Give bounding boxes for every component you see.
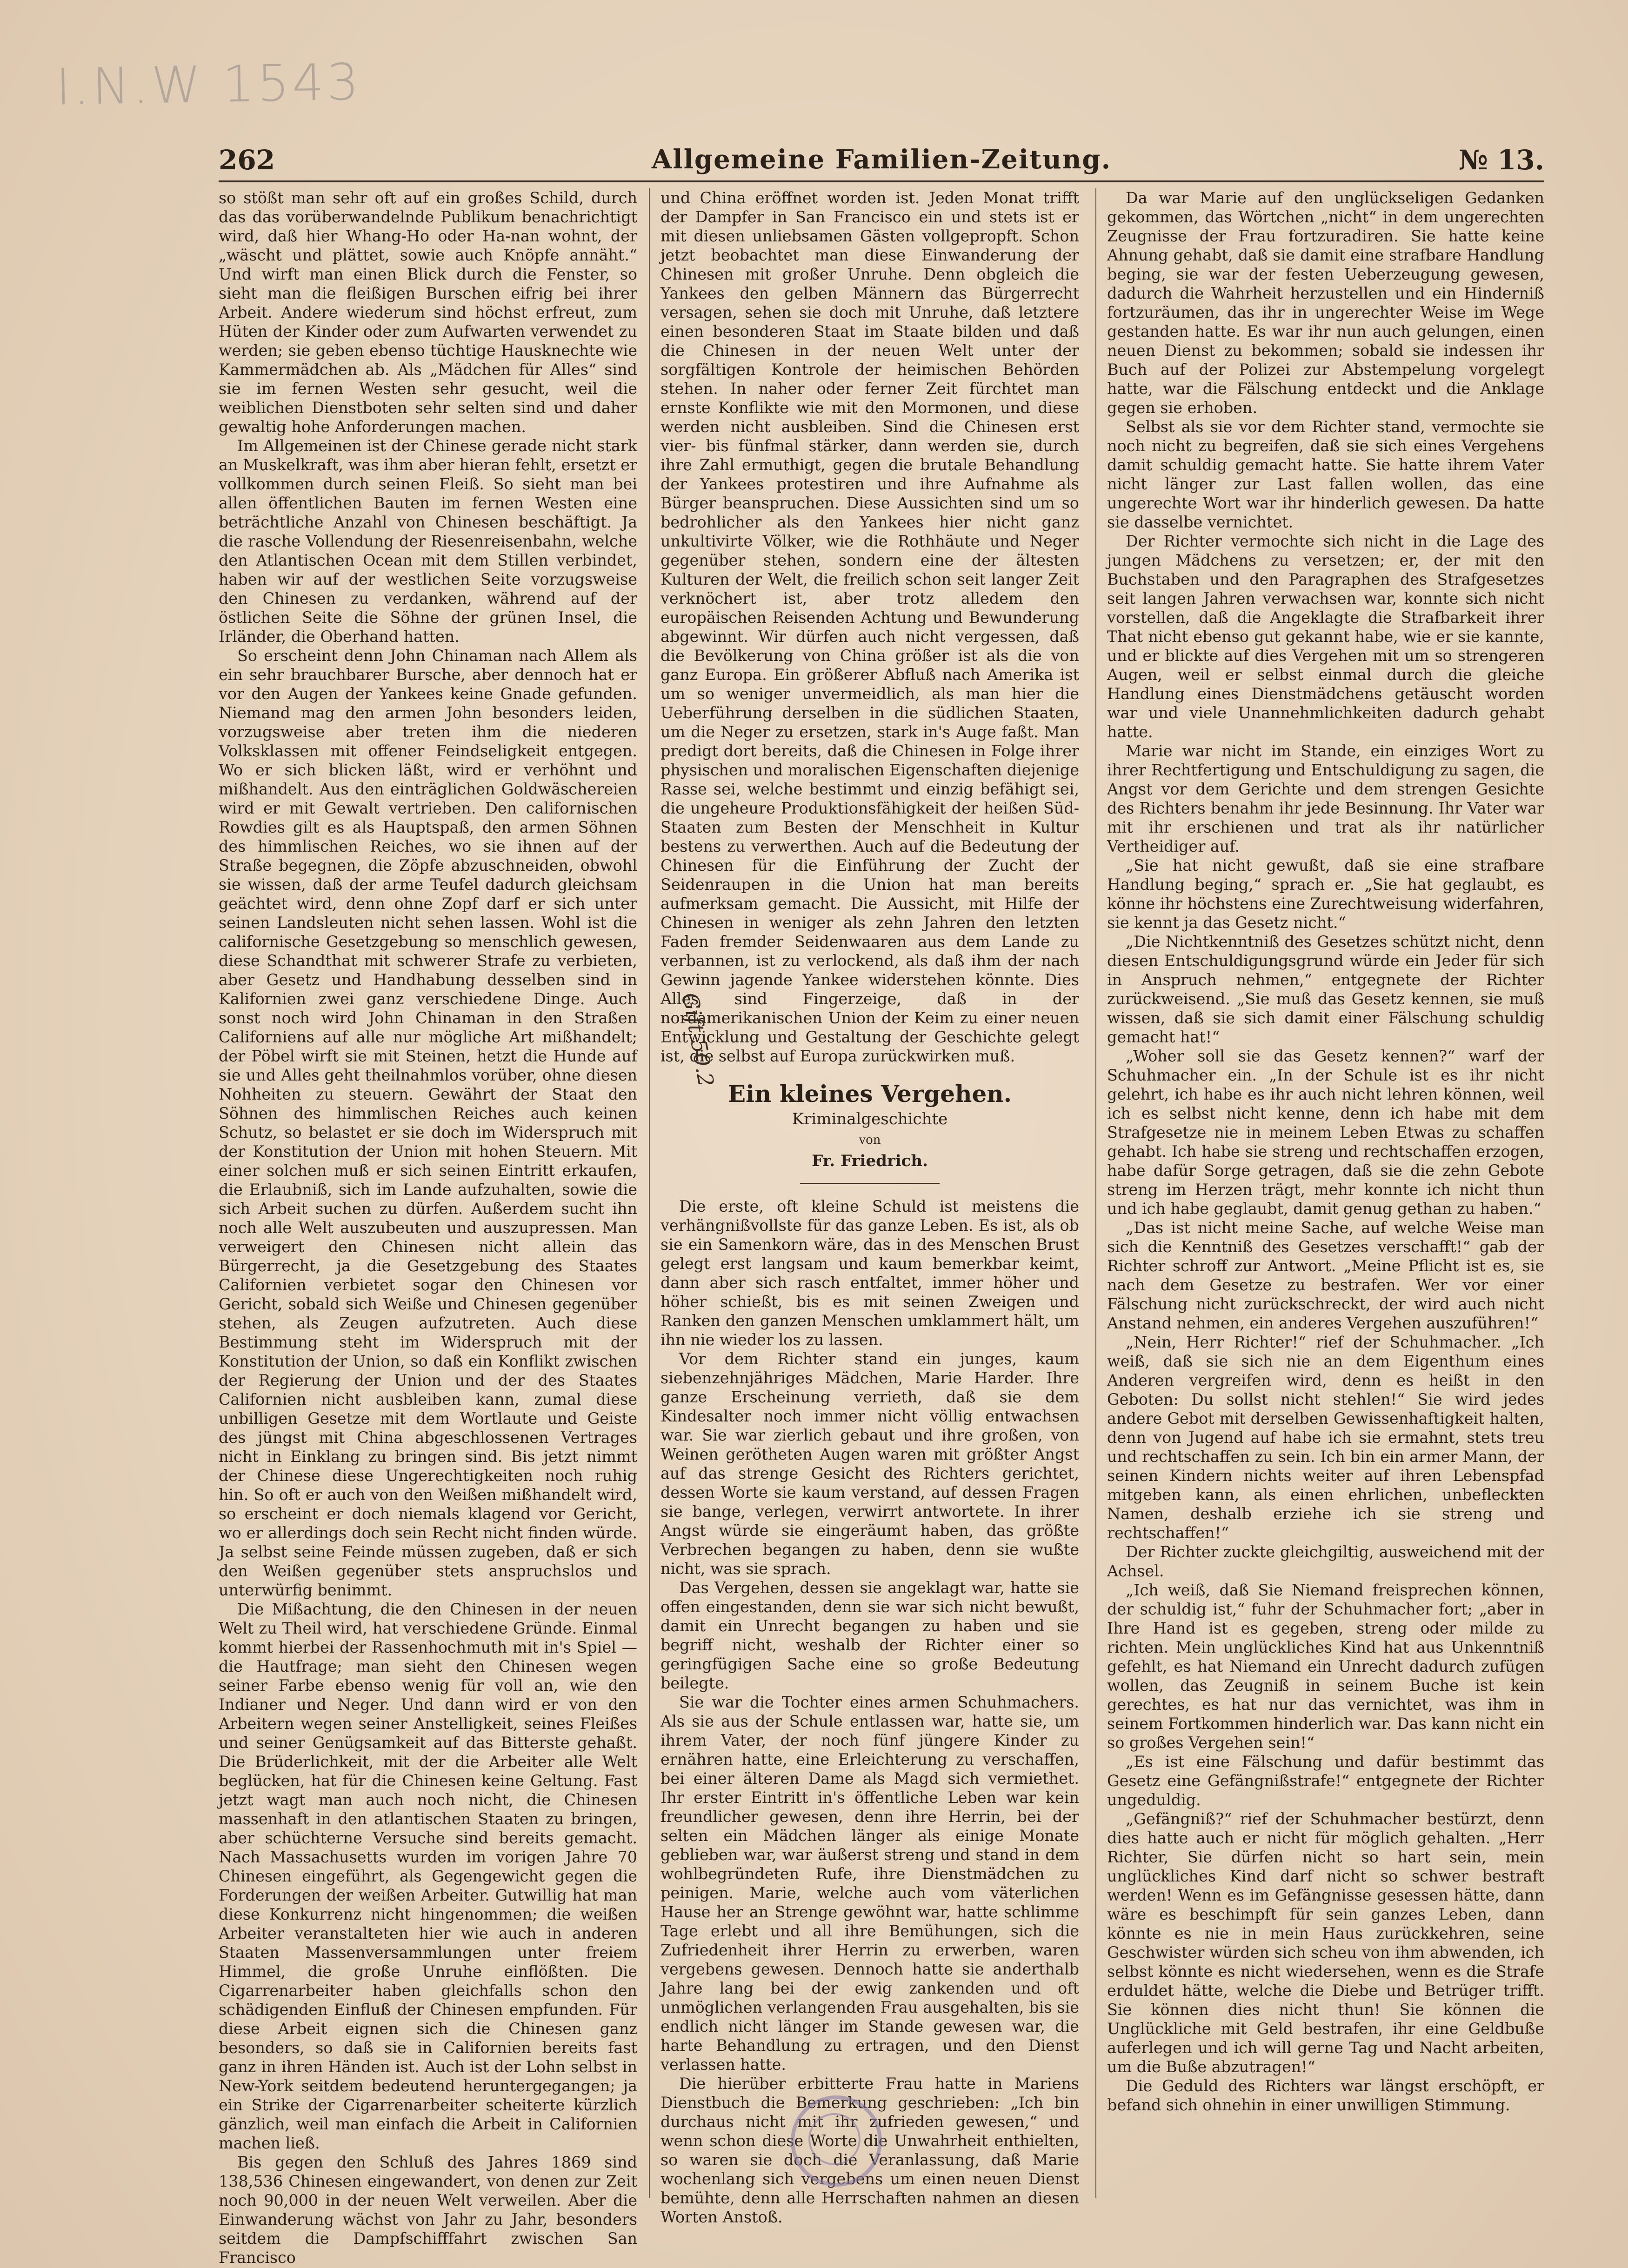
paragraph: „Nein, Herr Richter!“ rief der Schuhmacher. „Ich weiß, daß sie sich nie an dem Eigenthum eines Anderen vergreifen wird, denn es heißt in den Geboten: Du sollst nicht stehlen!“ Sie wird jedes andere Gebot mit derselben Gewissenhaftigkeit halten, denn von Jugend auf habe ich sie ermahnt, stets treu und rechtschaffen zu sein. Ich bin ein armer Mann, der seinen Kindern nichts weiter auf ihren Lebenspfad mitgeben kann, als einen ehrlichen, unbefleckten Namen, deshalb erziehe ich sie streng und rechtschaffen!“ (1107, 1333, 1544, 1542)
paragraph: Sie war die Tochter eines armen Schuhmachers. Als sie aus der Schule entlassen war, hatte sie, um ihrem Vater, der noch fünf jüngere Kinder zu ernähren hatte, eine Erleichterung zu verschaffen, bei einer älteren Dame als Magd sich vermiethet. Ihr erster Eintritt in's öffentliche Leben war kein freundlicher gewesen, denn ihre Herrin, bei der selten ein Mädchen länger als einige Monate geblieben war, war äußerst streng und stand in dem wohlbegründeten Rufe, ihre Dienstmädchen zu peinigen. Marie, welche auch vom väterlichen Hause her an Strenge gewöhnt war, hatte schlimme Tage erlebt und all ihre Bemühungen, sich die Zufriedenheit ihrer Herrin zu erwerben, waren vergebens gewesen. Dennoch hatte sie anderthalb Jahre lang bei der ewig zankenden und oft unmöglichen verlangenden Frau ausgehalten, bis sie endlich nicht länger im Stande gewesen war, die harte Behandlung zu ertragen, und den Dienst verlassen hatte. (661, 1693, 1079, 2074)
paragraph: Das Vergehen, dessen sie angeklagt war, hatte sie offen eingestanden, denn sie war sich nicht bewußt, damit ein Unrecht begangen zu haben und sie begriff nicht, weshalb der Richter einer so geringfügigen Sache eine so große Bedeutung beilegte. (661, 1579, 1079, 1692)
story-author: Fr. Friedrich. (812, 1152, 928, 1170)
page-header (219, 144, 1544, 181)
page-number: 262 (219, 144, 275, 176)
story-rule (800, 1183, 940, 1184)
paragraph: Der Richter zuckte gleichgiltig, ausweichend mit der Achsel. (1107, 1543, 1544, 1580)
paragraph: „Das ist nicht meine Sache, auf welche Weise man sich die Kenntniß des Gesetzes verschafft!“ gab der Richter schroff zur Antwort. „Meine Pflicht ist es, sie nach dem Gesetze zu bestrafen. Wer vor einer Fälschung nicht zurückschreckt, der wird auch nicht Anstand nehmen, ein anderes Vergehen auszuführen!“ (1107, 1219, 1544, 1332)
story-subtitle: Kriminalgeschichte (792, 1110, 948, 1128)
story-title: Ein kleines Vergehen. (727, 1080, 1012, 1107)
paragraph: „Es ist eine Fälschung und dafür bestimmt das Gesetz eine Gefängnißstrafe!“ entgegnete der Richter ungeduldig. (1107, 1753, 1544, 1809)
paragraph: „Woher soll sie das Gesetz kennen?“ warf der Schuhmacher ein. „In der Schule ist es ihr nicht gelehrt, ich habe es ihr auch nicht lehren können, weil ich es selbst nicht kenne, denn ich habe mit dem Strafgesetze nie in meinem Leben Etwas zu schaffen gehabt. Ich habe sie streng und rechtschaffen erzogen, habe dafür Sorge getragen, daß sie die zehn Gebote streng im Herzen trägt, mehr konnte ich nicht thun und ich habe geglaubt, damit genug gethan zu haben.“ (1107, 1047, 1544, 1218)
paragraph: So erscheint denn John Chinaman nach Allem als ein sehr brauchbarer Bursche, aber dennoch hat er vor den Augen der Yankees keine Gnade gefunden. Niemand mag den armen John besonders leiden, vorzugsweise aber treten ihm die niederen Volksklassen mit offener Feindseligkeit entgegen. Wo er sich blicken läßt, wird er verhöhnt und mißhandelt. Aus den einträglichen Goldwäschereien wird er mit Gewalt vertrieben. Den californischen Rowdies gilt es als Hauptspaß, den armen Söhnen des himmlischen Reiches, wo sie ihnen auf der Straße begegnen, die Zöpfe abzuschneiden, obwohl sie wissen, daß der arme Teufel dadurch gleichsam geächtet wird, denn ohne Zopf darf er sich unter seinen Landsleuten nicht sehen lassen. Wohl ist die californische Gesetzgebung so menschlich gewesen, diese Schandthat mit schwerer Strafe zu verbieten, aber Gesetz und Handhabung desselben sind in Kalifornien zwei ganz verschiedene Dinge. Auch sonst noch wird John Chinaman in den Straßen Californiens auf alle nur mögliche Art mißhandelt; der Pöbel wirft sie mit Steinen, hetzt die Hunde auf sie und Alles geht theilnahmlos vorüber, ohne diesen Nohheiten zu steuern. Gewährt der Staat den Söhnen des himmlischen Reiches auch keinen Schutz, so belastet er sie doch im Widerspruch mit der Konstitution der Union mit hohen Steuern. Mit einer solchen muß er sich seinen Eintritt erkaufen, die Erlaubniß, sich im Lande aufzuhalten, sowie die sich Arbeit suchen zu dürfen. Außerdem sucht ihn noch alle Welt auszubeuten und auszupressen. Man verweigert den Chinesen nicht allein das Bürgerrecht, ja die Gesetzgebung des Staates Californien verbietet sogar den Chinesen vor Gericht, sobald sich Weiße und Chinesen gegenüber stehen, als Zeugen aufzutreten. Auch diese Bestimmung steht im Widerspruch mit der Konstitution der Union, so daß ein Konflikt zwischen der Regierung der Union und der des Staates Californien nicht ausbleiben kann, zumal diese unbilligen Gesetze mit dem Wortlaute und Geiste des jüngst mit China abgeschlossenen Vertrages nicht in Einklang zu bringen sind. Bis jetzt nimmt der Chinese diese Ungerechtigkeiten noch ruhig hin. So oft er auch von den Weißen mißhandelt wird, so erscheint er doch niemals klagend vor Gericht, wo er allerdings doch sein Recht nicht finden würde. Ja selbst seine Feinde müssen zugeben, daß er sich den Weißen gegenüber stets anspruchslos und unterwürfig benimmt. (219, 647, 637, 1599)
paragraph: Vor dem Richter stand ein junges, kaum siebenzehnjähriges Mädchen, Marie Harder. Ihre ganze Erscheinung verrieth, daß sie dem Kindesalter noch immer nicht völlig entwachsen war. Sie war zierlich gebaut und ihre großen, von Weinen gerötheten Augen waren mit größter Angst auf das strenge Gesicht des Richters gerichtet, dessen Worte sie kaum verstand, auf dessen Fragen sie bange, verlegen, verwirrt antwortete. In ihrer Angst würde sie eingeräumt haben, das größte Verbrechen begangen zu haben, denn sie wußte nicht, was sie sprach. (661, 1350, 1079, 1578)
paragraph: Die erste, oft kleine Schuld ist meistens die verhängnißvollste für das ganze Leben. Es ist, als ob sie ein Samenkorn wäre, das in des Menschen Brust gelegt erst langsam und kaum bemerkbar keimt, dann aber sich rasch entfaltet, immer höher und höher schießt, bis es mit seinen Zweigen und Ranken den ganzen Menschen umklammert hält, um ihn nie wieder los zu lassen. (661, 1197, 1079, 1349)
paragraph: „Sie hat nicht gewußt, daß sie eine strafbare Handlung beging,“ sprach er. „Sie hat geglaubt, es könne ihr höchstens eine Zurechtweisung widerfahren, sie kennt ja das Gesetz nicht.“ (1107, 856, 1544, 932)
paragraph: Die Geduld des Richters war längst erschöpft, er befand sich ohnehin in einer unwilligen Stimmung. (1107, 2077, 1544, 2114)
paragraph: „Ich weiß, daß Sie Niemand freisprechen können, der schuldig ist,“ fuhr der Schuhmacher fort; „aber in Ihre Hand ist es gegeben, streng oder milde zu richten. Mein unglückliches Kind hat aus Unkenntniß gefehlt, es hat Niemand ein Unrecht dadurch zufügen wollen, das Zeugniß in seinem Buche ist kein gerechtes, es hat nur das vernichtet, was ihm in seinem Fortkommen hinderlich war. Das kann nicht ein so großes Vergehen sein!“ (1107, 1581, 1544, 1752)
pencil-inventory-note: I.N.W 1543 (55, 53, 362, 117)
header-rule (219, 180, 1544, 182)
paragraph: „Die Nichtkenntniß des Gesetzes schützt nicht, denn diesen Entschuldigungsgrund würde ein Jeder für sich in Anspruch nehmen,“ entgegnete der Richter zurückweisend. „Sie muß das Gesetz kennen, sie muß wissen, daß sie sich damit einer Fälschung schuldig gemacht hat!“ (1107, 933, 1544, 1046)
paragraph: Die hierüber erbitterte Frau hatte in Mariens Dienstbuch die Bemerkung geschrieben: „Ich bin durchaus nicht mit ihr zufrieden gewesen,“ und wenn schon diese Worte die Unwahrheit enthielten, so waren sie doch die Veranlassung, daß Marie wochenlang sich vergebens um einen neuen Dienst bemühte, denn alle Herrschaften nahmen an diesen Worten Anstoß. (661, 2075, 1079, 2226)
column-divider (1095, 188, 1096, 2198)
paragraph: Da war Marie auf den unglückseligen Gedanken gekommen, das Wörtchen „nicht“ in dem ungerechten Zeugnisse der Frau fortzuradiren. Sie hatte keine Ahnung gehabt, daß sie damit eine strafbare Handlung beging, sie war der festen Ueberzeugung gewesen, dadurch die Wahrheit herzustellen und ein Hinderniß fortzuräumen, das ihr in ungerechter Weise im Wege gestanden hatte. Es war ihr nun auch gelungen, einen neuen Dienst zu bekommen; sobald sie indessen ihr Buch auf der Polizei zur Abstempelung vorgelegt hatte, war die Fälschung entdeckt und die Anklage gegen sie erhoben. (1107, 189, 1544, 417)
paragraph: Marie war nicht im Stande, ein einziges Wort zu ihrer Rechtfertigung und Entschuldigung zu sagen, die Angst vor dem Gerichte und dem strengen Gesichte des Richters benahm ihr jede Besinnung. Ihr Vater war mit ihr erschienen und trat als ihr natürlicher Vertheidiger auf. (1107, 742, 1544, 855)
column-1 (219, 188, 637, 2267)
paragraph: Im Allgemeinen ist der Chinese gerade nicht stark an Muskelkraft, was ihm aber hieran fehlt, ersetzt er vollkommen durch seinen Fleiß. So sieht man bei allen öffentlichen Bauten im fernen Westen eine beträchtliche Anzahl von Chinesen beschäftigt. Ja die rasche Vollendung der Riesenreisenbahn, welche den Atlantischen Ocean mit dem Stillen verbindet, haben wir auf der westlichen Seite vorzugsweise den Chinesen zu verdanken, während auf der östlichen Seite die Söhne der grünen Insel, die Irländer, die Oberhand hatten. (219, 437, 637, 646)
paragraph: Der Richter vermochte sich nicht in die Lage des jungen Mädchens zu versetzen; er, der mit den Buchstaben und den Paragraphen des Strafgesetzes seit langen Jahren verwachsen war, konnte sich nicht vorstellen, daß die Angeklagte die Strafbarkeit ihrer That nicht ebenso gut gekannt habe, wie er sie kannte, und er blickte auf dies Vergehen mit um so strengeren Augen, weil er selbst einmal durch die gleiche Handlung eines Dienstmädchens getäuscht worden war und viele Unannehmlichkeiten dadurch gehabt hatte. (1107, 532, 1544, 741)
story-von: von (859, 1133, 881, 1147)
paragraph: „Gefängniß?“ rief der Schuhmacher bestürzt, denn dies hatte auch er nicht für möglich gehalten. „Herr Richter, Sie dürfen nicht so hart sein, mein unglückliches Kind darf nicht so schwer bestraft werden! Wenn es im Gefängnisse gesessen hätte, dann wäre es beschimpft für sein ganzes Leben, dann könnte es nie in mein Haus zurückkehren, seine Geschwister würden sich scheu von ihm abwenden, ich selbst könnte es nicht wiedersehen, wenn es die Strafe erduldet hätte, welche die Diebe und Betrüger trifft. Sie können dies nicht thun! Sie können die Unglückliche mit Geld bestrafen, ihr eine Geldbuße auferlegen und ich will gerne Tag und Nacht arbeiten, um die Buße abzutragen!“ (1107, 1810, 1544, 2076)
handwritten-annotation: Gift 50.2 (677, 991, 719, 1089)
paragraph: und China eröffnet worden ist. Jeden Monat trifft der Dampfer in San Francisco ein und stets ist er mit diesen unliebsamen Gästen vollgepropft. Schon jetzt beobachtet man diese Einwanderung der Chinesen mit großer Unruhe. Denn obgleich die Yankees den gelben Männern das Bürgerrecht versagen, sehen sie doch mit Unruhe, daß letztere einen besonderen Staat im Staate bilden und daß die Chinesen in der neuen Welt unter der sorgfältigen Kontrole der heimischen Behörden stehen. In naher oder ferner Zeit fürchtet man ernste Konflikte wie mit den Mormonen, und diese werden nicht ausbleiben. Sind die Chinesen erst vier- bis fünfmal stärker, dann werden sie, durch ihre Zahl ermuthigt, gegen die brutale Behandlung der Yankees protestiren und ihre Aufnahme als Bürger beanspruchen. Diese Aussichten sind um so bedrohlicher als den Yankees hier nicht ganz unkultivirte Völker, wie die Rothhäute und Neger gegenüber stehen, sondern eine der ältesten Kulturen der Welt, die freilich schon seit langer Zeit verknöchert ist, aber trotz alledem den europäischen Reisenden Achtung und Bewunderung abgewinnt. Wir dürfen auch nicht vergessen, daß die Bevölkerung von China größer ist als die von ganz Europa. Ein größerer Abfluß nach Amerika ist um so weniger unvermeidlich, als man hier die Ueberführung derselben in die südlichen Staaten, um die Neger zu ersetzen, stark in's Auge faßt. Man predigt dort bereits, daß die Chinesen in Folge ihrer physischen und moralischen Eigenschaften diejenige Rasse sei, welche bestimmt und einzig befähigt sei, die ungeheure Produktionsfähigkeit der heißen Süd-Staaten zum Besten der Menschheit in Kultur bestens zu verwerthen. Auch auf die Bedeutung der Chinesen für die Einführung der Zucht der Seidenraupen in die Union hat man bereits aufmerksam gemacht. Die Aussicht, mit Hilfe der Chinesen in weniger als zehn Jahren den letzten Faden fremder Seidenwaaren aus dem Lande zu verbannen, ist zu verlockend, als daß ihm der nach Gewinn jagende Yankee widerstehen könnte. Dies Alles sind Fingerzeige, daß in der nordamerikanischen Union der Keim zu einer neuen Entwicklung und Gestaltung der Geschichte gelegt ist, die selbst auf Europa zurückwirken muß. (661, 189, 1079, 1065)
paragraph: Die Mißachtung, die den Chinesen in der neuen Welt zu Theil wird, hat verschiedene Gründe. Einmal kommt hierbei der Rassenhochmuth mit in's Spiel — die Hautfrage; man sieht den Chinesen wegen seiner Farbe ebenso wenig für voll an, wie den Indianer und Neger. Und dann wird er von den Arbeitern wegen seiner Anstelligkeit, seines Fleißes und seiner Genügsamkeit auf das Bitterste gehaßt. Die Brüderlichkeit, mit der die Arbeiter alle Welt beglücken, hat für die Chinesen keine Geltung. Fast jetzt wagt man auch noch nicht, die Chinesen massenhaft in den atlantischen Staaten zu bringen, aber schüchterne Versuche sind bereits gemacht. Nach Massachusetts wurden im vorigen Jahre 70 Chinesen eingeführt, als Gegengewicht gegen die Forderungen der weißen Arbeiter. Gutwillig hat man diese Konkurrenz nicht hingenommen; die weißen Arbeiter veranstalteten hier wie auch in anderen Staaten Massenversammlungen unter freiem Himmel, die große Unruhe einflößten. Die Cigarrenarbeiter haben gleichfalls schon den schädigenden Einfluß der Chinesen empfunden. Für diese Arbeit eignen sich die Chinesen ganz besonders, so daß sie in Californien bereits fast ganz in ihren Händen ist. Auch ist der Lohn selbst in New-York seitdem bedeutend heruntergegangen; ja ein Strike der Cigarrenarbeiter scheiterte kürzlich gänzlich, weil man einfach die Arbeit in Californien machen ließ. (219, 1600, 637, 2152)
column-divider (649, 188, 650, 2198)
column-2 (661, 188, 1079, 2227)
story-heading (661, 1080, 1079, 1184)
paragraph: Selbst als sie vor dem Richter stand, vermochte sie noch nicht zu begreifen, daß sie sich eines Vergehens damit schuldig gemacht hatte. Sie hatte ihrem Vater nicht länger zur Last fallen wollen, das eine ungerechte Wort war ihr hinderlich gewesen. Da hatte sie dasselbe vernichtet. (1107, 418, 1544, 531)
issue-number: № 13. (1458, 144, 1544, 176)
stamp-emblem (808, 2113, 861, 2165)
paragraph: so stößt man sehr oft auf ein großes Schild, durch das das vorüberwandelnde Publikum benachrichtigt wird, daß hier Whang-Ho oder Ha-nan wohnt, der „wäscht und plättet, sowie auch Knöpfe annäht.“ Und wirft man einen Blick durch die Fenster, so sieht man die fleißigen Burschen eifrig bei ihrer Arbeit. Andere wiederum sind höchst erfreut, zum Hüten der Kinder oder zum Aufwarten verwendet zu werden; sie geben ebenso tüchtige Hausknechte wie Kammermädchen ab. Als „Mädchen für Alles“ sind sie im fernen Westen sehr gesucht, weil die weiblichen Dienstboten sehr selten sind und daher gewaltig hohe Anforderungen machen. (219, 189, 637, 436)
column-3 (1107, 188, 1544, 2115)
journal-title: Allgemeine Familien-Zeitung. (651, 144, 1112, 175)
paragraph: Bis gegen den Schluß des Jahres 1869 sind 138,536 Chinesen eingewandert, von denen zur Zeit noch 90,000 in der neuen Welt verweilen. Aber die Einwanderung wächst von Jahr zu Jahr, besonders seitdem die Dampfschifffahrt zwischen San Francisco (219, 2153, 637, 2267)
library-stamp (791, 2095, 882, 2187)
